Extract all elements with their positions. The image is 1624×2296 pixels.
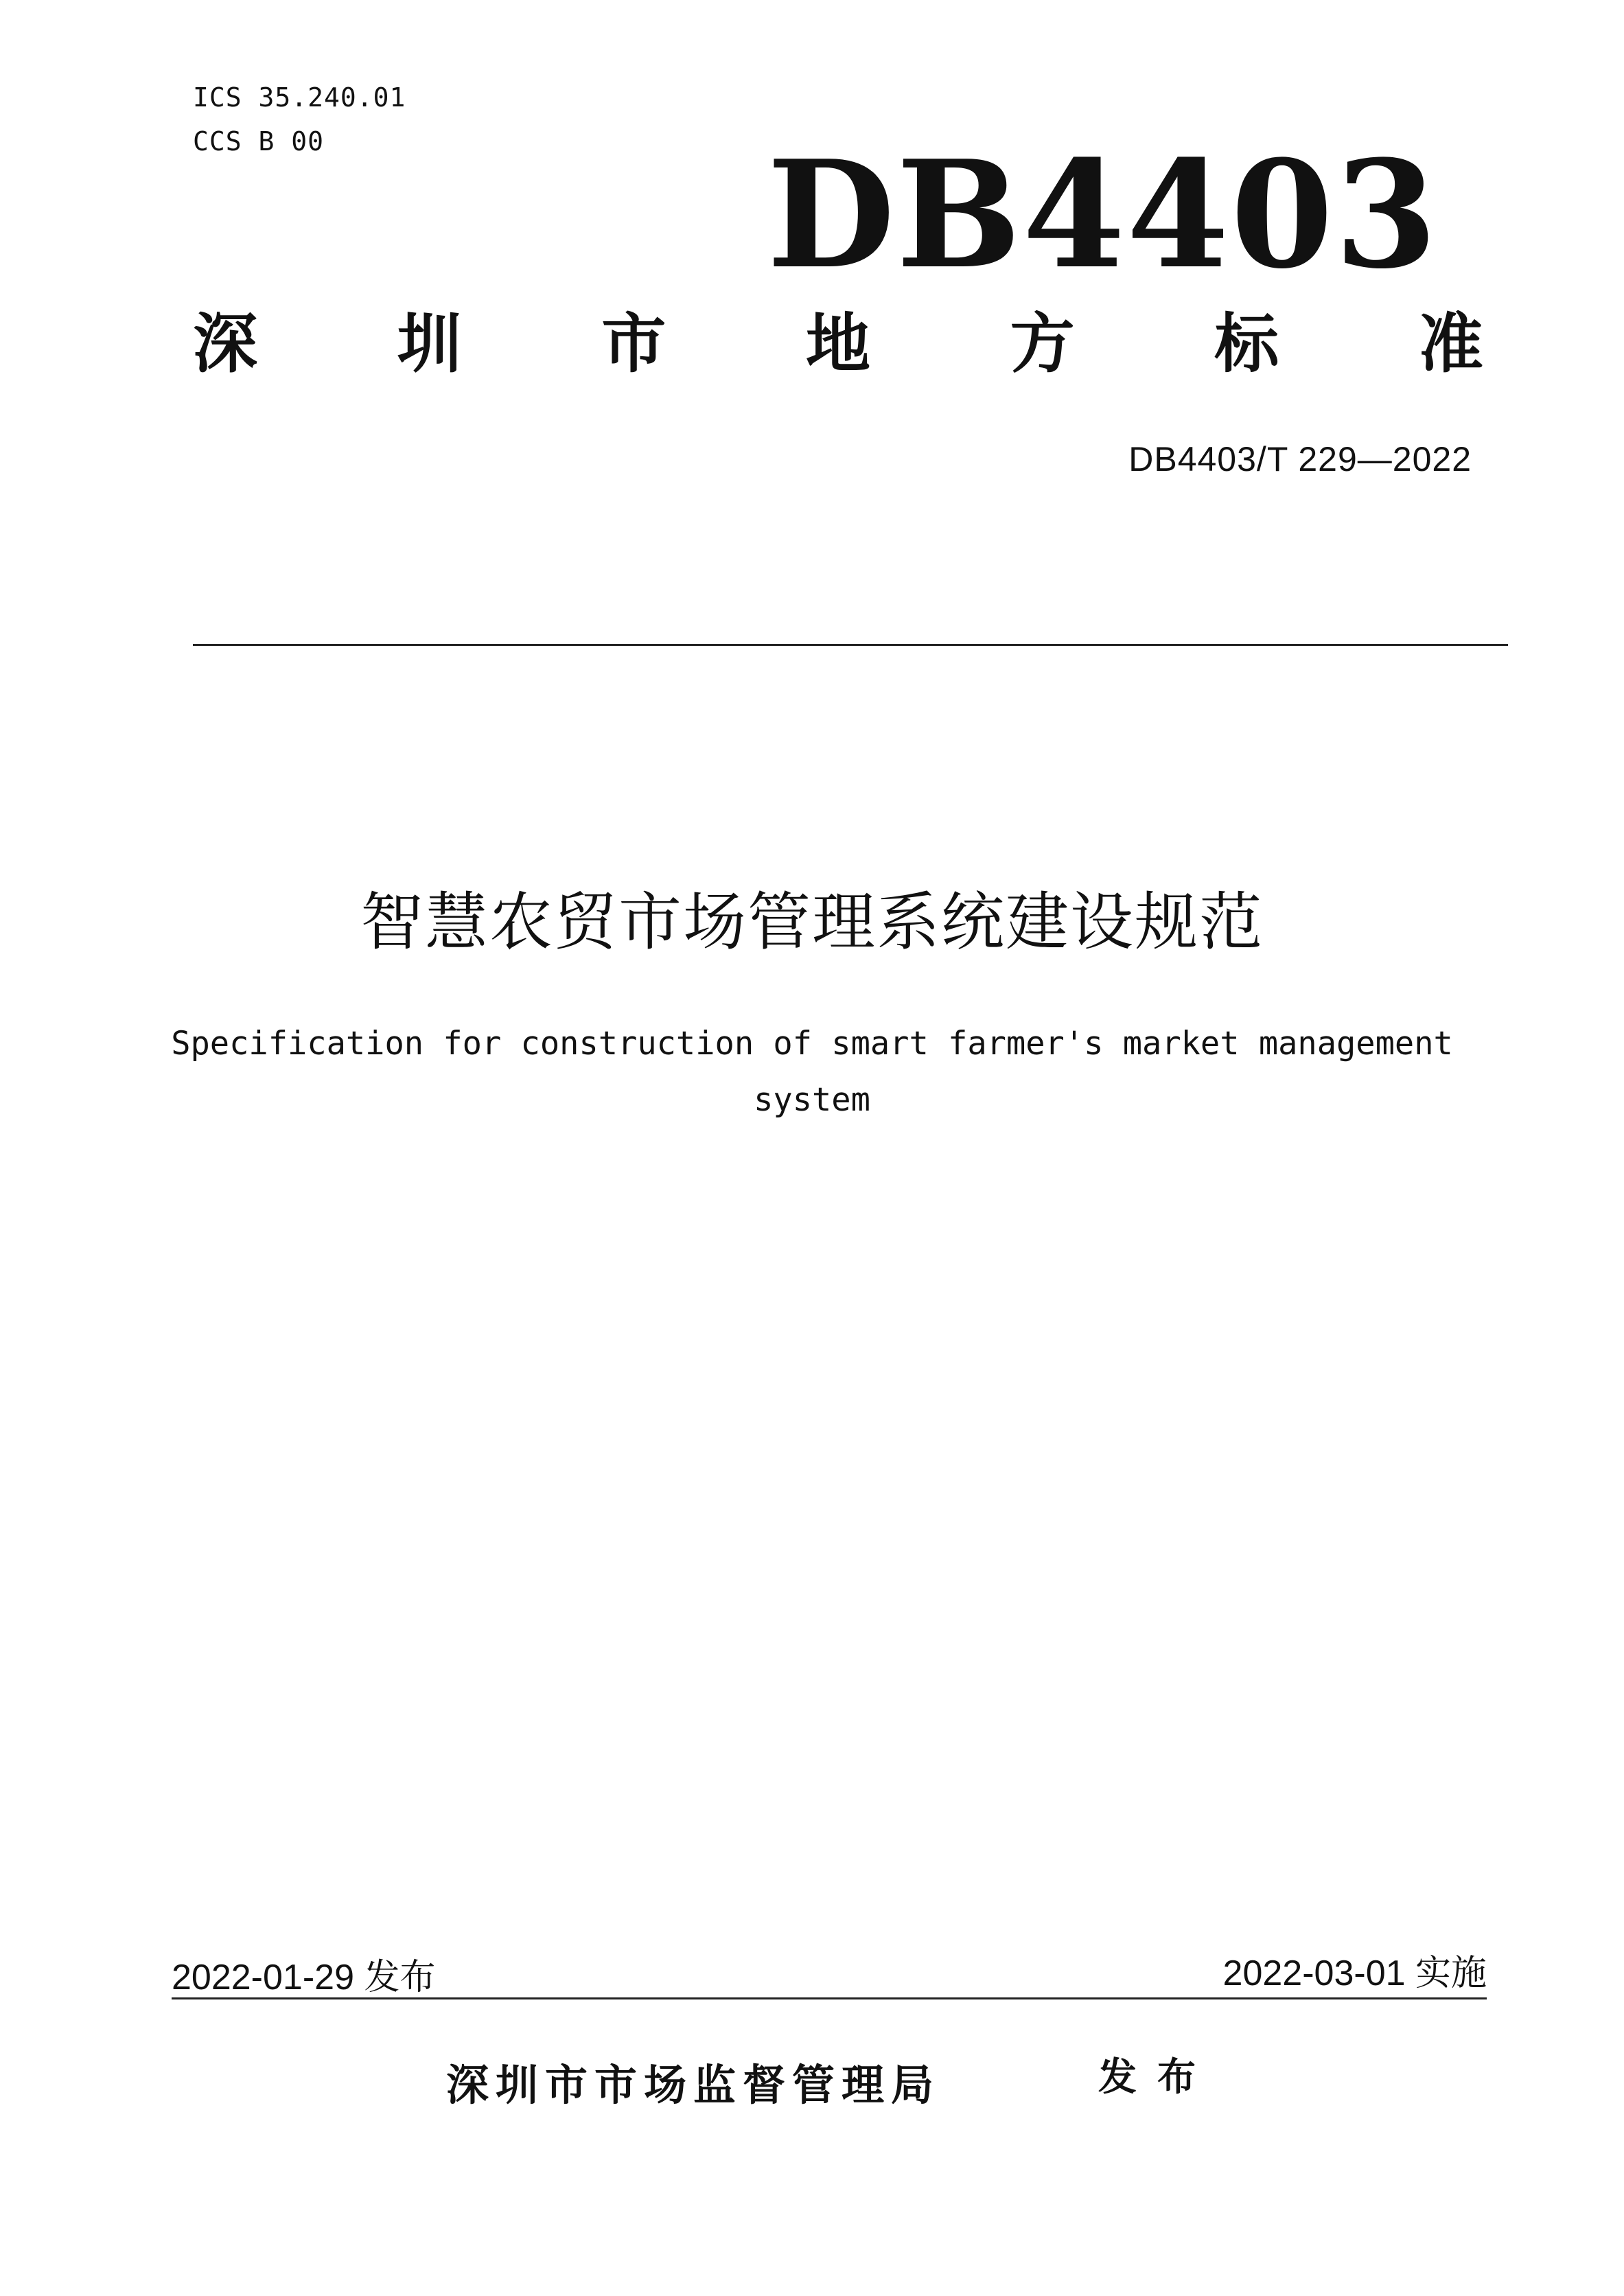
- document-title-english: [158, 1016, 1466, 1128]
- english-title-line-1: Specification for construction of smart farmer's market management: [171, 1025, 1453, 1063]
- issue-date: 2022-01-29 发布: [172, 1958, 436, 1997]
- ccs-code: CCS B 00: [193, 126, 325, 156]
- standard-type-char: 圳: [397, 307, 462, 382]
- standard-type-char: 准: [1418, 307, 1483, 382]
- bottom-divider: [172, 1997, 1487, 1999]
- standard-type-char: 方: [1010, 307, 1075, 382]
- english-title-line-2: system: [754, 1081, 870, 1119]
- standard-number: DB4403/T 229—2022: [1128, 440, 1472, 478]
- document-title-chinese: 智慧农贸市场管理系统建设规范: [360, 885, 1264, 959]
- issuing-authority: 深圳市市场监督管理局: [446, 2060, 941, 2110]
- standard-type-char: 标: [1214, 307, 1279, 382]
- issued-label: 发布: [1098, 2055, 1216, 2100]
- implementation-date: 2022-03-01 实施: [1222, 1953, 1487, 1993]
- standard-type-heading: [193, 307, 1483, 382]
- standard-code-logo: DB4403: [767, 128, 1439, 301]
- ics-code: ICS 35.240.01: [193, 82, 406, 113]
- standard-type-char: 地: [805, 307, 870, 382]
- top-divider: [193, 644, 1508, 646]
- standard-type-char: 市: [601, 307, 666, 382]
- standard-type-char: 深: [193, 307, 258, 382]
